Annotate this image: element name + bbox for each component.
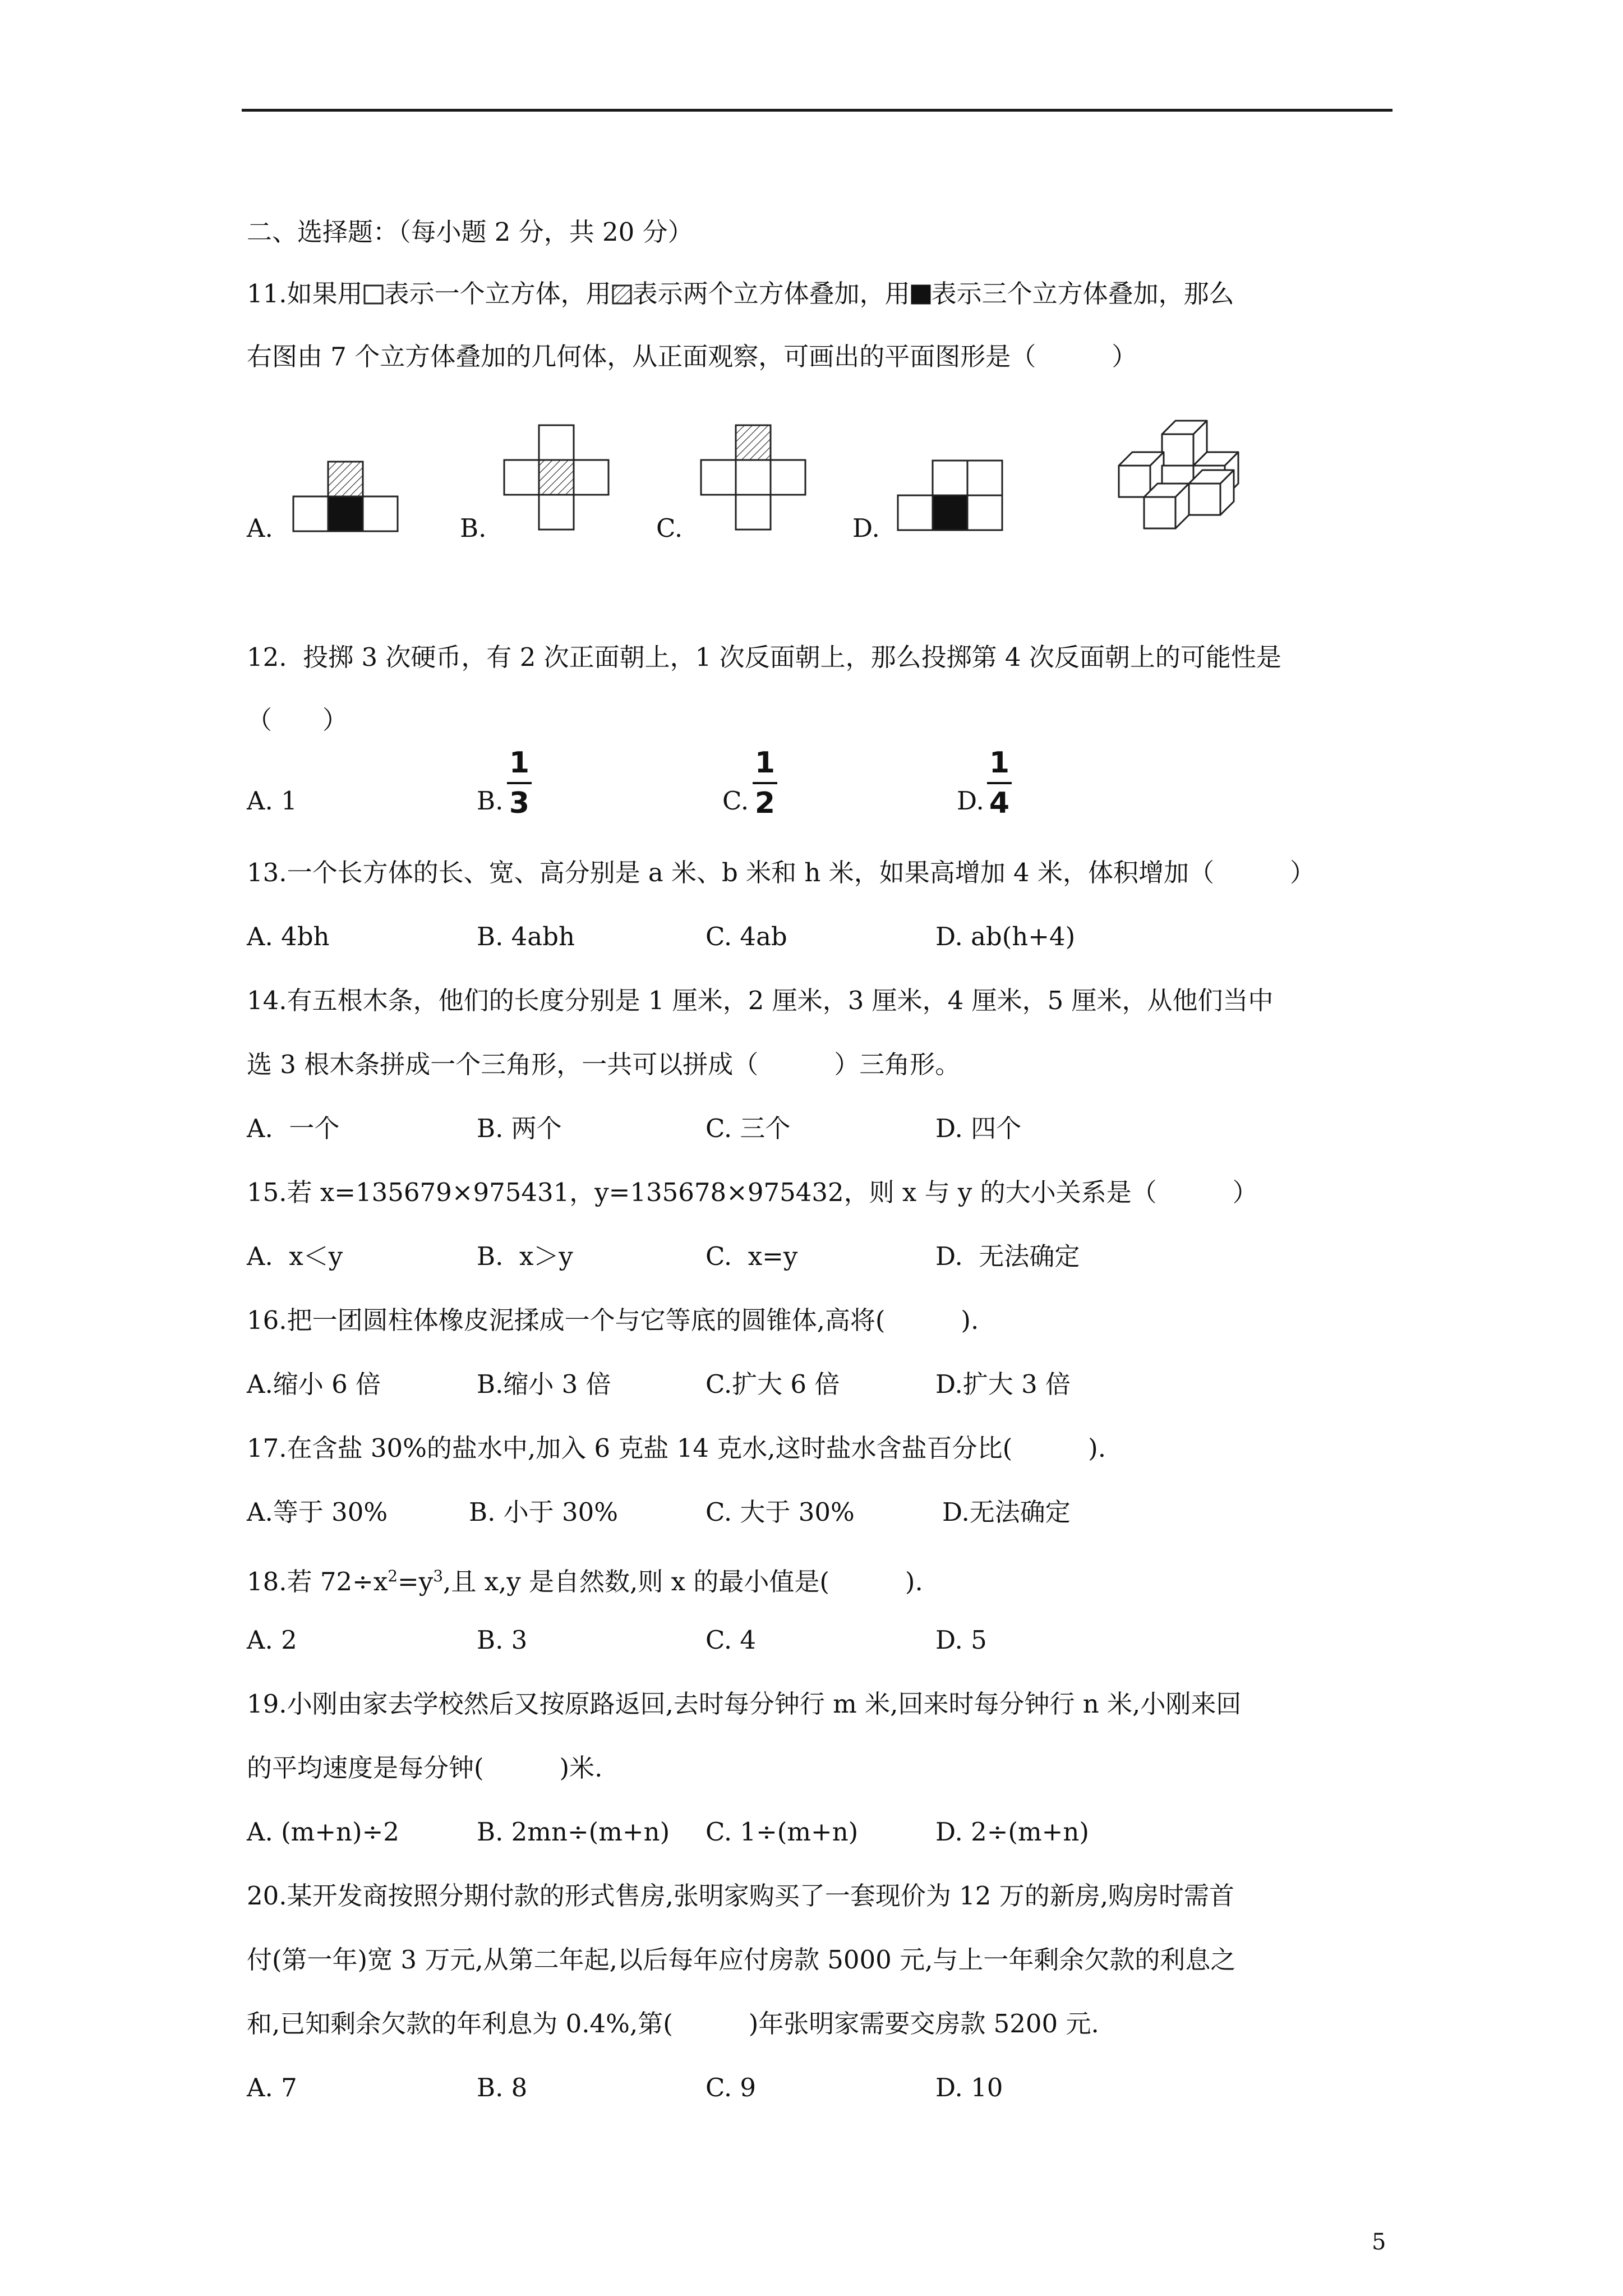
double-cube-symbol-icon bbox=[611, 284, 633, 305]
q12-line1: 12. 投掷 3 次硬币，有 2 次正面朝上，1 次反面朝上，那么投掷第 4 次反面朝上的可能性是 bbox=[247, 642, 1281, 672]
q19-option-c: C. 1÷(m+n) bbox=[706, 1817, 859, 1847]
q14-line2: 选 3 根木条拼成一个三角形，一共可以拼成（ ）三角形。 bbox=[247, 1050, 961, 1079]
q14-option-a: A. 一个 bbox=[247, 1114, 340, 1143]
triple-cube-symbol-icon bbox=[910, 284, 932, 305]
q11-option-c-label: C. bbox=[656, 513, 683, 543]
q13-option-a: A. 4bh bbox=[247, 922, 330, 951]
q12-option-d-label: D. bbox=[957, 786, 984, 816]
q11-solid-figure bbox=[1116, 403, 1267, 537]
q16-option-d: D.扩大 3 倍 bbox=[935, 1369, 1071, 1399]
q19-line1: 19.小刚由家去学校然后又按原路返回,去时每分钟行 m 米,回来时每分钟行 n 米,小刚来回 bbox=[247, 1689, 1242, 1719]
q11-option-a-label: A. bbox=[247, 513, 273, 543]
q20-option-d: D. 10 bbox=[935, 2073, 1003, 2102]
q17-option-b: B. 小于 30% bbox=[469, 1497, 619, 1527]
q20-option-b: B. 8 bbox=[477, 2073, 528, 2102]
q11-option-b-label: B. bbox=[460, 513, 487, 543]
q13-option-b: B. 4abh bbox=[477, 922, 575, 951]
q17-option-d: D.无法确定 bbox=[942, 1497, 1071, 1527]
q17-line1: 17.在含盐 30%的盐水中,加入 6 克盐 14 克水,这时盐水含盐百分比( ). bbox=[247, 1433, 1106, 1463]
q14-option-b: B. 两个 bbox=[477, 1114, 562, 1143]
q18-option-a: A. 2 bbox=[247, 1625, 297, 1655]
q14-option-c: C. 三个 bbox=[706, 1114, 791, 1143]
q19-option-b: B. 2mn÷(m+n) bbox=[477, 1817, 670, 1847]
q12-option-a: A. 1 bbox=[247, 786, 297, 816]
q18-line1: 18.若 $72\div x^2=y^3$,且 x,y 是自然数,则 x 的最小值是( ). bbox=[247, 1567, 923, 1596]
page-number: 5 bbox=[1372, 2229, 1386, 2255]
q20-option-c: C. 9 bbox=[706, 2073, 757, 2102]
q11-option-d-label: D. bbox=[852, 513, 880, 543]
q12-option-b-fraction: 1 3 bbox=[507, 746, 532, 820]
q12-line2: （ ） bbox=[247, 705, 348, 735]
q13-option-d: D. ab(h+4) bbox=[935, 922, 1076, 951]
q12-option-b-label: B. bbox=[477, 786, 504, 816]
q16-line1: 16.把一团圆柱体橡皮泥揉成一个与它等底的圆锥体,高将( ). bbox=[247, 1305, 979, 1335]
q19-option-d: D. 2÷(m+n) bbox=[935, 1817, 1089, 1847]
q12-option-c-fraction: 1 2 bbox=[753, 746, 777, 820]
q17-option-c: C. 大于 30% bbox=[706, 1497, 855, 1527]
q16-option-b: B.缩小 3 倍 bbox=[477, 1369, 611, 1399]
q11-line1: 11.如果用 表示一个立方体，用 表示两个立方体叠加，用 表示三个立方体叠加，那么 bbox=[247, 279, 1234, 309]
q20-line1: 20.某开发商按照分期付款的形式售房,张明家购买了一套现价为 12 万的新房,购房时需首 bbox=[247, 1881, 1235, 1911]
q15-option-a: A. x＜y bbox=[247, 1241, 343, 1271]
q11-option-d-figure bbox=[895, 459, 1005, 533]
q11-option-b-figure bbox=[501, 424, 611, 532]
q17-option-a: A.等于 30% bbox=[247, 1497, 388, 1527]
q11-option-c-figure bbox=[698, 424, 808, 532]
section-title: 二、选择题：（每小题 2 分，共 20 分） bbox=[247, 217, 693, 247]
q11-option-a-figure bbox=[291, 460, 400, 533]
q19-option-a: A. (m+n)÷2 bbox=[247, 1817, 399, 1847]
q20-line2: 付(第一年)宽 3 万元,从第二年起,以后每年应付房款 5000 元,与上一年剩余欠款的利息之 bbox=[247, 1945, 1236, 1975]
q18-option-c: C. 4 bbox=[706, 1625, 757, 1655]
q19-line2: 的平均速度是每分钟( )米. bbox=[247, 1753, 603, 1783]
q15-line1: 15.若 x=135679×975431，y=135678×975432，则 x 与 y 的大小关系是（ ） bbox=[247, 1177, 1258, 1207]
q11-line2: 右图由 7 个立方体叠加的几何体，从正面观察，可画出的平面图形是（ ） bbox=[247, 342, 1137, 371]
q20-option-a: A. 7 bbox=[247, 2073, 297, 2102]
q14-option-d: D. 四个 bbox=[935, 1114, 1022, 1143]
q12-option-c-label: C. bbox=[722, 786, 749, 816]
q16-option-c: C.扩大 6 倍 bbox=[706, 1369, 840, 1399]
q18-option-d: D. 5 bbox=[935, 1625, 987, 1655]
q15-option-d: D. 无法确定 bbox=[935, 1241, 1080, 1271]
single-cube-symbol-icon bbox=[363, 284, 384, 305]
q20-line3: 和,已知剩余欠款的年利息为 0.4%,第( )年张明家需要交房款 5200 元. bbox=[247, 2009, 1099, 2039]
q14-line1: 14.有五根木条，他们的长度分别是 1 厘米，2 厘米，3 厘米，4 厘米，5 厘米，从他们当中 bbox=[247, 986, 1274, 1015]
q15-option-b: B. x＞y bbox=[477, 1241, 573, 1271]
q18-option-b: B. 3 bbox=[477, 1625, 528, 1655]
q16-option-a: A.缩小 6 倍 bbox=[247, 1369, 381, 1399]
q13-option-c: C. 4ab bbox=[706, 922, 787, 951]
header-rule bbox=[242, 109, 1393, 112]
q15-option-c: C. x=y bbox=[706, 1241, 798, 1271]
q13-line1: 13.一个长方体的长、宽、高分别是 a 米、b 米和 h 米，如果高增加 4 米，体积增加（ ） bbox=[247, 858, 1315, 887]
q12-option-d-fraction: 1 4 bbox=[987, 746, 1012, 820]
